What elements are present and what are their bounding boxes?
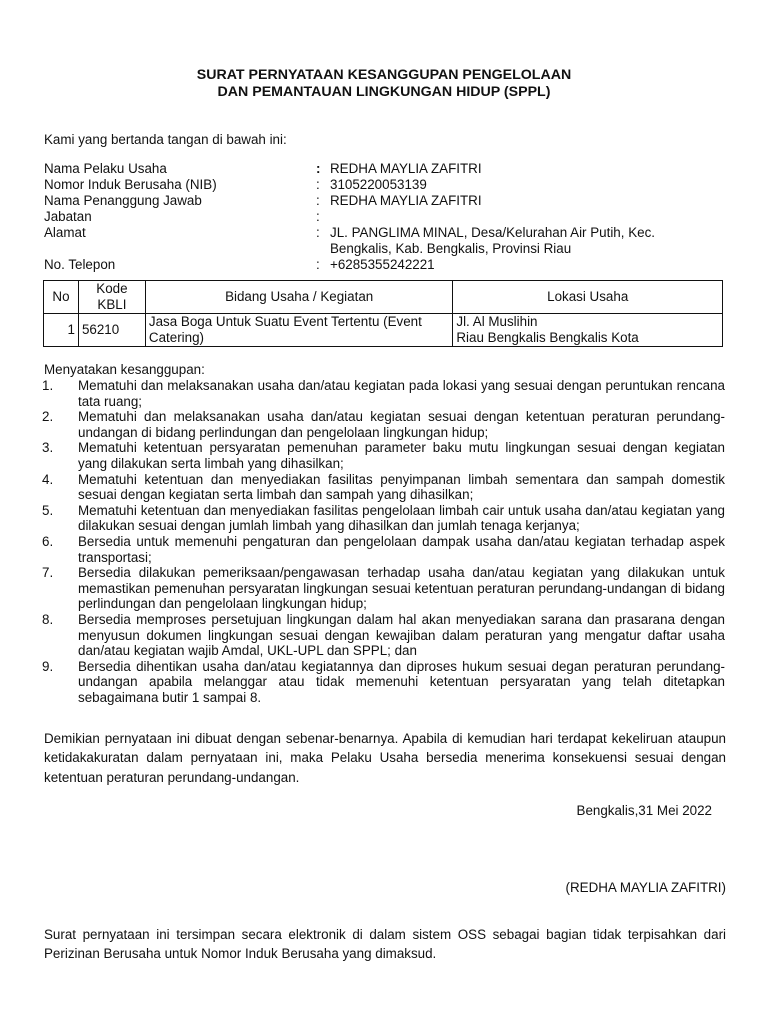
item-number: 4. xyxy=(42,471,54,487)
alamat-line2: Bengkalis, Kab. Bengkalis, Provinsi Riau xyxy=(330,241,572,256)
header-no: No xyxy=(44,281,79,314)
list-item xyxy=(42,612,725,659)
row-lokasi-line1: Jl. Al Muslihin xyxy=(456,314,538,330)
row-no: 1 xyxy=(44,314,79,347)
header-kode-kbli xyxy=(78,281,145,314)
nib-label: Nomor Induk Berusaha (NIB) xyxy=(44,177,217,192)
list-item xyxy=(42,440,725,471)
nama-value: REDHA MAYLIA ZAFITRI xyxy=(330,161,482,176)
row-kode: 56210 xyxy=(78,314,145,347)
telepon-value: +6285355242221 xyxy=(330,257,435,272)
header-kode-line1: Kode xyxy=(96,281,128,297)
jabatan-colon: : xyxy=(316,209,320,224)
item-text: Mematuhi dan melaksanakan usaha dan/atau kegiatan sesuai dengan ketentuan peraturan perundang-undangan di bidang perlindungan dan pengelolaan lingkungan hidup; xyxy=(78,409,725,440)
item-text: Bersedia untuk memenuhi pengaturan dan pengelolaan dampak usaha dan/atau kegiatan terhadap aspek transportasi; xyxy=(78,533,725,565)
item-number: 6. xyxy=(42,533,54,549)
statement-heading: Menyatakan kesanggupan: xyxy=(44,362,205,377)
row-lokasi-line2: Riau Bengkalis Bengkalis Kota xyxy=(456,330,639,345)
place-date: Bengkalis,31 Mei 2022 xyxy=(576,803,712,818)
penanggung-value: REDHA MAYLIA ZAFITRI xyxy=(330,193,482,208)
list-item xyxy=(42,378,725,409)
list-item xyxy=(42,565,725,612)
commitment-list xyxy=(42,378,725,705)
item-text: Mematuhi dan melaksanakan usaha dan/atau kegiatan pada lokasi yang sesuai dengan peruntukan rencana tata ruang; xyxy=(78,378,725,409)
row-lokasi xyxy=(453,314,723,347)
nib-colon: : xyxy=(316,177,320,192)
closing-paragraph: Demikian pernyataan ini dibuat dengan sebenar-benarnya. Apabila di kemudian hari terdapat kekeliruan ataupun ketidakakuratan dalam pernyataan ini, maka Pelaku Usaha bersedia menerima konsekuensi sesuai dengan ketentuan peraturan perundang-undangan. xyxy=(44,731,726,785)
item-text: Bersedia dilakukan pemeriksaan/pengawasan terhadap usaha dan/atau kegiatan yang dilakukan untuk memastikan pemenuhan persyaratan lingkungan sesuai ketentuan peraturan perundang-undangan di bidang perlindungan dan pengelolaan lingkungan hidup; xyxy=(78,565,725,612)
list-item xyxy=(42,534,725,565)
telepon-label: No. Telepon xyxy=(44,257,116,272)
intro-text: Kami yang bertanda tangan di bawah ini: xyxy=(44,132,287,147)
alamat-colon: : xyxy=(316,225,320,240)
item-number: 5. xyxy=(42,502,54,518)
penanggung-label: Nama Penanggung Jawab xyxy=(44,193,202,208)
row-bidang-line2: Catering) xyxy=(148,330,204,345)
header-bidang: Bidang Usaha / Kegiatan xyxy=(145,281,452,314)
item-text: Mematuhi ketentuan persyaratan pemenuhan parameter baku mutu lingkungan sesuai dengan kegiatan yang dilakukan serta limbah yang dihasilkan; xyxy=(78,440,725,471)
table-row xyxy=(44,314,723,347)
item-number: 8. xyxy=(42,611,54,627)
row-bidang xyxy=(145,314,452,347)
row-bidang-line1: Jasa Boga Untuk Suatu Event Tertentu (Event xyxy=(148,314,422,330)
alamat-label: Alamat xyxy=(44,225,86,240)
item-number: 2. xyxy=(42,409,54,425)
header-kode-line2: KBLI xyxy=(97,297,127,312)
document-title-line1: SURAT PERNYATAAN KESANGGUPAN PENGELOLAAN xyxy=(196,67,572,83)
list-item xyxy=(42,503,725,534)
kbli-table xyxy=(43,280,723,347)
document-title-line2: DAN PEMANTAUAN LINGKUNGAN HIDUP (SPPL) xyxy=(217,84,551,100)
jabatan-label: Jabatan xyxy=(44,209,92,224)
list-item xyxy=(42,659,725,706)
header-lokasi: Lokasi Usaha xyxy=(453,281,723,314)
list-item xyxy=(42,472,725,503)
item-number: 7. xyxy=(42,565,54,581)
list-item xyxy=(42,409,725,440)
telepon-colon: : xyxy=(316,257,320,272)
item-text: Mematuhi ketentuan dan menyediakan fasilitas penyimpanan limbah sementara dan sampah domestik sesuai dengan kegiatan serta limbah dan sampah yang dihasilkan; xyxy=(78,471,725,503)
item-text: Bersedia memproses persetujuan lingkungan dalam hal akan menyediakan sarana dan prasarana dengan menyusun dokumen lingkungan sesuai dengan kewajiban dalam peraturan yang mengatur daftar usaha dan/atau kegiatan wajib Amdal, UKL-UPL dan SPPL; dan xyxy=(78,611,725,659)
item-text: Bersedia dihentikan usaha dan/atau kegiatannya dan diproses hukum sesuai degan peraturan perundang-undangan apabila melanggar atau tidak memenuhi ketentuan persyaratan yang telah ditetapkan sebagaimana butir 1 sampai 8. xyxy=(78,658,725,705)
nib-value: 3105220053139 xyxy=(330,177,427,192)
footer-note: Surat pernyataan ini tersimpan secara elektronik di dalam sistem OSS sebagai bagian tidak terpisahkan dari Perizinan Berusaha untuk Nomor Induk Berusaha yang dimaksud. xyxy=(44,927,726,961)
item-number: 1. xyxy=(42,378,54,393)
item-number: 9. xyxy=(42,658,54,674)
alamat-line1: JL. PANGLIMA MINAL, Desa/Kelurahan Air Putih, Kec. xyxy=(330,225,655,240)
item-text: Mematuhi ketentuan dan menyediakan fasilitas pengelolaan limbah cair untuk usaha dan/atau kegiatan yang dilakukan sesuai dengan jumlah limbah yang dihasilkan dan jumlah tenaga kerjanya; xyxy=(78,502,725,534)
nama-colon: : xyxy=(316,161,321,176)
signer-name: (REDHA MAYLIA ZAFITRI) xyxy=(565,880,726,895)
item-number: 3. xyxy=(42,440,54,456)
penanggung-colon: : xyxy=(316,193,320,208)
table-header-row xyxy=(44,281,723,314)
nama-label: Nama Pelaku Usaha xyxy=(44,161,167,176)
